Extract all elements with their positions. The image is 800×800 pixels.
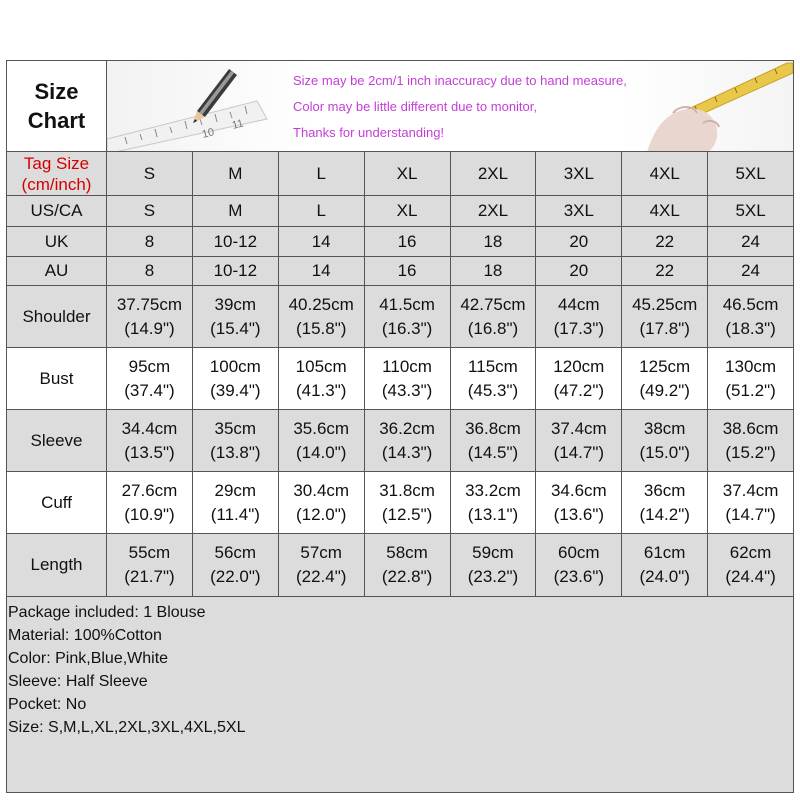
conversion-cell: 20	[536, 257, 622, 285]
conversion-cell: 4XL	[622, 196, 708, 226]
cm-value: 115cm	[468, 356, 518, 376]
measurement-cell	[279, 472, 365, 533]
measurement-cell	[451, 472, 537, 533]
measurement-cell	[279, 410, 365, 471]
inch-value: (14.9")	[124, 318, 175, 338]
conversion-cell: 18	[451, 257, 537, 285]
measurement-cell	[107, 348, 193, 409]
measurement-cell	[708, 286, 793, 347]
inch-value: (49.2")	[639, 380, 690, 400]
inch-value: (14.2")	[639, 504, 690, 524]
inch-value: (15.8")	[295, 318, 347, 338]
cm-value: 57cm	[300, 543, 342, 562]
cm-value: 38cm	[643, 418, 686, 438]
size-chart-table	[6, 60, 794, 793]
row-label: AU	[7, 257, 107, 285]
measurement-cell	[193, 534, 279, 596]
measurement-cell	[536, 348, 622, 409]
bust-row	[7, 348, 793, 410]
tag-size-cell: L	[279, 152, 365, 195]
inch-value: (13.1")	[467, 504, 519, 524]
tag-size-cell: 4XL	[622, 152, 708, 195]
cm-value: 36.8cm	[465, 418, 521, 438]
inch-value: (14.3")	[381, 442, 433, 462]
inch-value: (15.0")	[639, 442, 690, 462]
inch-value: (23.2")	[467, 567, 519, 586]
inch-value: (13.6")	[553, 504, 605, 524]
cm-value: 110cm	[382, 356, 432, 376]
inch-value: (37.4")	[124, 380, 175, 400]
tag-size-cell: 3XL	[536, 152, 622, 195]
inch-value: (16.3")	[381, 318, 433, 338]
info-package: Package included: 1 Blouse	[8, 604, 206, 621]
measurement-cell	[451, 410, 537, 471]
inch-value: (45.3")	[467, 380, 519, 400]
inch-value: (15.4")	[210, 318, 261, 338]
inch-value: (17.8")	[639, 318, 690, 338]
inch-value: (22.4")	[295, 567, 347, 586]
cm-value: 33.2cm	[465, 480, 521, 500]
cm-value: 41.5cm	[379, 294, 435, 314]
row-label: Sleeve	[7, 410, 107, 471]
cm-value: 35.6cm	[293, 418, 350, 438]
inch-value: (12.5")	[381, 504, 433, 524]
cm-value: 34.6cm	[550, 480, 607, 500]
inch-value: (16.8")	[467, 318, 519, 338]
conversion-cell: 8	[107, 227, 193, 256]
measurement-cell	[279, 286, 365, 347]
inch-value: (24.0")	[639, 567, 690, 586]
cm-value: 59cm	[472, 543, 514, 562]
row-label: Shoulder	[7, 286, 107, 347]
cm-value: 58cm	[386, 543, 428, 562]
cm-value: 38.6cm	[722, 418, 779, 438]
inch-value: (47.2")	[553, 380, 605, 400]
cm-value: 40.25cm	[288, 294, 354, 314]
inch-value: (18.3")	[725, 318, 776, 338]
measurement-cell	[536, 410, 622, 471]
tag-size-label-line2: (cm/inch)	[21, 174, 92, 194]
cm-value: 100cm	[209, 356, 261, 376]
cm-value: 130cm	[725, 356, 777, 376]
note-thanks: Thanks for understanding!	[293, 125, 445, 140]
conversion-cell: 24	[708, 227, 793, 256]
cm-value: 36cm	[643, 480, 686, 500]
row-label: UK	[7, 227, 107, 256]
cm-value: 62cm	[729, 543, 772, 562]
inch-value: (15.2")	[725, 442, 776, 462]
hand-icon	[647, 107, 719, 151]
inch-value: (14.0")	[295, 442, 347, 462]
conversion-cell: 22	[622, 257, 708, 285]
measurement-cell	[708, 472, 793, 533]
inch-value: (14.7")	[553, 442, 605, 462]
conversion-cell: 18	[451, 227, 537, 256]
measurement-cell	[107, 410, 193, 471]
inch-value: (23.6")	[553, 567, 605, 586]
measurement-cell	[107, 472, 193, 533]
tag-size-row	[7, 152, 793, 196]
note-hand-measure: Size may be 2cm/1 inch inaccuracy due to hand measure,	[293, 73, 627, 88]
measurement-cell	[451, 348, 537, 409]
measurement-cell	[193, 286, 279, 347]
inch-value: (10.9")	[124, 504, 175, 524]
inch-value: (22.0")	[210, 567, 261, 586]
ruler-number-10: 10	[200, 126, 216, 141]
inch-value: (39.4")	[210, 380, 261, 400]
au-row	[7, 257, 793, 286]
cm-value: 36.2cm	[379, 418, 435, 438]
chart-header-row	[7, 61, 793, 152]
cm-value: 29cm	[214, 480, 257, 500]
cuff-row	[7, 472, 793, 534]
conversion-cell: 20	[536, 227, 622, 256]
tag-size-cell: M	[193, 152, 279, 195]
info-sleeve: Sleeve: Half Sleeve	[8, 673, 148, 690]
tag-size-label	[7, 152, 107, 195]
conversion-cell: XL	[365, 196, 451, 226]
measurement-cell	[279, 534, 365, 596]
cm-value: 120cm	[553, 356, 605, 376]
measurement-cell	[279, 348, 365, 409]
measurement-cell	[365, 472, 451, 533]
inch-value: (51.2")	[725, 380, 776, 400]
cm-value: 37.75cm	[116, 294, 183, 314]
measurement-cell	[622, 286, 708, 347]
cm-value: 46.5cm	[722, 294, 779, 314]
measurement-cell	[622, 410, 708, 471]
inch-value: (24.4")	[725, 567, 776, 586]
measurement-cell	[708, 348, 793, 409]
conversion-cell: 16	[365, 257, 451, 285]
conversion-cell: 3XL	[536, 196, 622, 226]
title-line-2: Chart	[27, 108, 86, 133]
measurement-cell	[193, 348, 279, 409]
cm-value: 37.4cm	[550, 418, 607, 438]
info-sizes: Size: S,M,L,XL,2XL,3XL,4XL,5XL	[8, 719, 246, 736]
cm-value: 37.4cm	[722, 480, 779, 500]
cm-value: 27.6cm	[121, 480, 178, 500]
measurement-cell	[536, 534, 622, 596]
measurement-cell	[107, 534, 193, 596]
product-info	[7, 597, 793, 792]
conversion-cell: M	[193, 196, 279, 226]
measurement-cell	[622, 348, 708, 409]
measurement-cell	[365, 410, 451, 471]
measurement-cell	[708, 410, 793, 471]
conversion-cell: 10-12	[193, 227, 279, 256]
cm-value: 35cm	[214, 418, 257, 438]
conversion-cell: 14	[279, 227, 365, 256]
ruler-number-11: 11	[230, 117, 245, 132]
info-material: Material: 100%Cotton	[8, 627, 162, 644]
measurement-cell	[107, 286, 193, 347]
inch-value: (14.5")	[467, 442, 519, 462]
measure-banner	[107, 61, 793, 151]
row-label: Length	[7, 534, 107, 596]
info-color: Color: Pink,Blue,White	[8, 650, 169, 667]
title-line-1: Size	[34, 79, 79, 104]
measurement-cell	[708, 534, 793, 596]
inch-value: (17.3")	[553, 318, 605, 338]
cm-value: 30.4cm	[293, 480, 350, 500]
inch-value: (12.0")	[295, 504, 347, 524]
cm-value: 60cm	[558, 543, 600, 562]
cm-value: 61cm	[643, 543, 686, 562]
note-color-monitor: Color may be little different due to monitor,	[293, 99, 537, 114]
conversion-cell: 16	[365, 227, 451, 256]
measurement-cell	[193, 472, 279, 533]
inch-value: (43.3")	[381, 380, 433, 400]
measurement-cell	[365, 286, 451, 347]
inch-value: (22.8")	[381, 567, 433, 586]
us-ca-row	[7, 196, 793, 227]
inch-value: (13.8")	[210, 442, 261, 462]
measurement-cell	[193, 410, 279, 471]
conversion-cell: 5XL	[708, 196, 793, 226]
conversion-cell: 8	[107, 257, 193, 285]
inch-value: (21.7")	[124, 567, 175, 586]
measurement-cell	[451, 534, 537, 596]
conversion-cell: S	[107, 196, 193, 226]
cm-value: 125cm	[639, 356, 691, 376]
measurement-cell	[622, 472, 708, 533]
cm-value: 39cm	[214, 294, 257, 314]
inch-value: (14.7")	[725, 504, 776, 524]
measurement-cell	[451, 286, 537, 347]
conversion-cell: 22	[622, 227, 708, 256]
cm-value: 95cm	[128, 356, 171, 376]
measurement-cell	[536, 286, 622, 347]
sleeve-row	[7, 410, 793, 472]
row-label: Bust	[7, 348, 107, 409]
conversion-cell: L	[279, 196, 365, 226]
tag-size-cell: 5XL	[708, 152, 793, 195]
info-pocket: Pocket: No	[8, 696, 87, 713]
conversion-cell: 10-12	[193, 257, 279, 285]
conversion-cell: 14	[279, 257, 365, 285]
inch-value: (13.5")	[124, 442, 175, 462]
cm-value: 42.75cm	[460, 294, 526, 314]
size-chart-title	[7, 61, 107, 151]
tag-size-cell: S	[107, 152, 193, 195]
uk-row	[7, 227, 793, 257]
tag-size-cell: XL	[365, 152, 451, 195]
shoulder-row	[7, 286, 793, 348]
cm-value: 56cm	[214, 543, 257, 562]
conversion-cell: 2XL	[451, 196, 537, 226]
length-row	[7, 534, 793, 597]
conversion-cell: 24	[708, 257, 793, 285]
row-label: Cuff	[7, 472, 107, 533]
tag-size-cell: 2XL	[451, 152, 537, 195]
tag-size-label-line1: Tag Size	[23, 153, 90, 173]
measurement-cell	[365, 348, 451, 409]
measurement-cell	[536, 472, 622, 533]
inch-value: (41.3")	[295, 380, 347, 400]
cm-value: 105cm	[295, 356, 347, 376]
ruler-icon	[107, 101, 267, 151]
cm-value: 45.25cm	[632, 294, 698, 314]
cm-value: 31.8cm	[379, 480, 435, 500]
measurement-cell	[622, 534, 708, 596]
inch-value: (11.4")	[210, 504, 260, 524]
cm-value: 55cm	[128, 543, 171, 562]
cm-value: 44cm	[558, 294, 600, 314]
measurement-cell	[365, 534, 451, 596]
cm-value: 34.4cm	[121, 418, 178, 438]
row-label: US/CA	[7, 196, 107, 226]
